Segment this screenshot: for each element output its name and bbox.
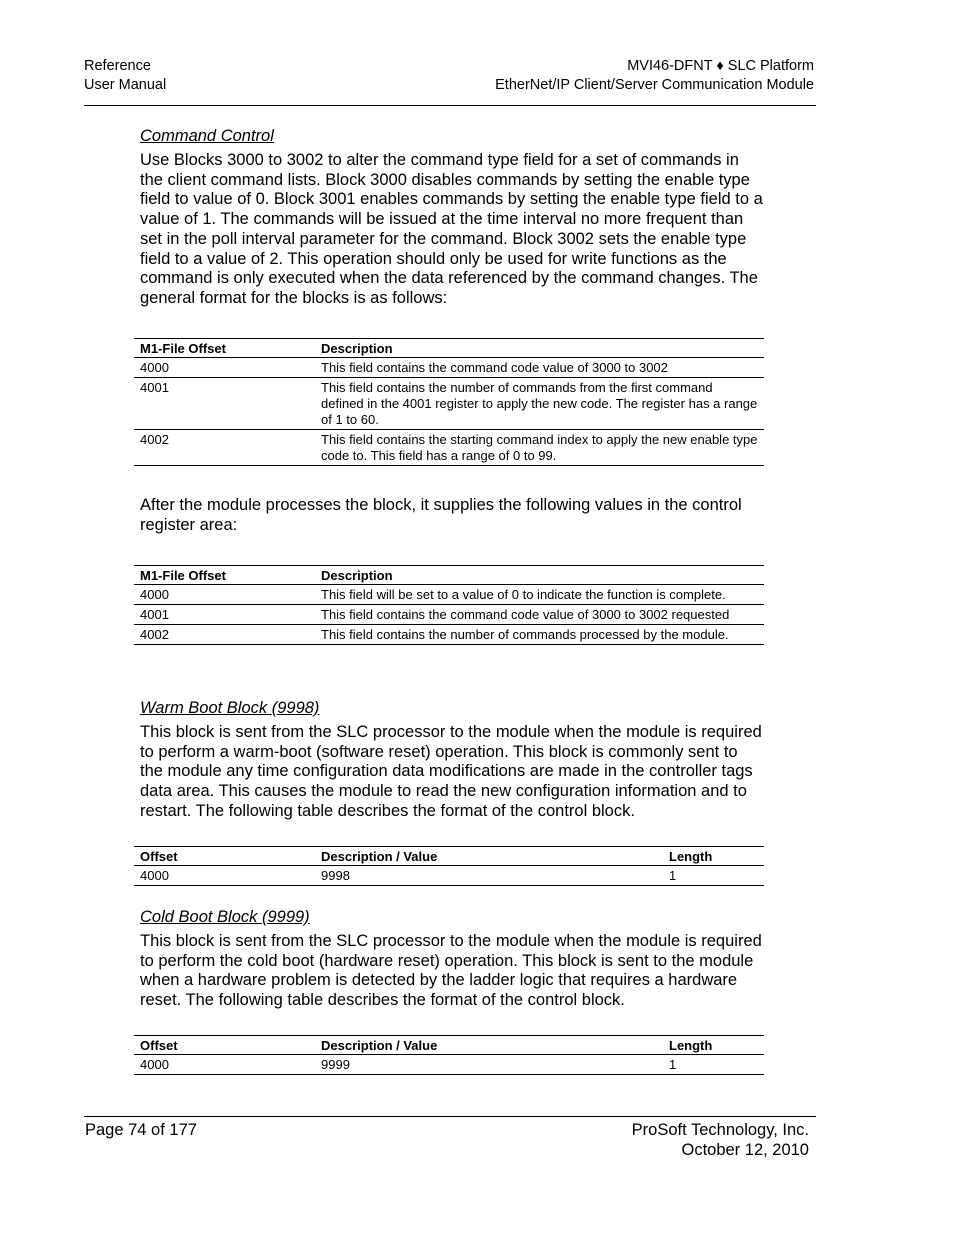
description-cell: This field contains the starting command index to apply the new enable type code to. This field has a range of 0 to 99. [321,432,758,463]
column-header: Length [669,849,713,864]
offset-cell: 4000 [140,587,169,602]
column-header: Description / Value [321,1038,438,1053]
column-header: M1-File Offset [140,568,226,583]
offset-cell: 4000 [140,360,169,375]
page-number: Page 74 of 177 [85,1121,197,1139]
header-left [84,57,166,95]
description-cell: This field contains the number of commands from the first command defined in the 4001 register to apply the new code. The register has a range of 1 to 60. [321,380,758,427]
value-cell: 9998 [321,868,350,883]
company-name: ProSoft Technology, Inc. [631,1121,809,1139]
header-divider [84,105,816,106]
column-header: Offset [140,1038,178,1053]
offset-cell: 4000 [140,1057,169,1072]
column-header: Length [669,1038,713,1053]
length-cell: 1 [669,868,677,883]
warm-boot-table [134,846,764,886]
table-row [134,585,764,605]
description-cell: This field contains the command code value of 3000 to 3002 requested [321,607,730,622]
after-process-paragraph: After the module processes the block, it supplies the following values in the control register area: [140,496,742,534]
table-header-row [134,566,764,585]
cold-boot-table [134,1035,764,1075]
offset-cell: 4001 [140,607,169,622]
warm-boot-paragraph: This block is sent from the SLC processor to the module when the module is required to perform a warm-boot (software reset) operation. This block is commonly sent to the module any time configuration data modifications are made in the controller tags data area. This causes the module to read the new configuration information and to restart. The following table describes the format of the control block. [140,723,762,820]
table-row [134,866,764,886]
description-cell: This field contains the number of commands processed by the module. [321,627,729,642]
value-cell: 9999 [321,1057,350,1072]
header-product: MVI46-DFNT ♦ SLC Platform [627,58,814,74]
column-header: Description [321,341,393,356]
column-header: Offset [140,849,178,864]
control-register-table [134,565,764,645]
header-section: Reference [84,58,151,74]
column-header: Description [321,568,393,583]
warm-boot-heading: Warm Boot Block (9998) [140,699,320,717]
footer-divider [84,1116,816,1117]
offset-cell: 4002 [140,432,169,447]
cold-boot-paragraph: This block is sent from the SLC processor to the module when the module is required to perform the cold boot (hardware reset) operation. This block is sent to the module when a hardware problem is detected by the ladder logic that requires a hardware reset. The following table describes the format of the control block. [140,932,762,1010]
header-right [495,57,814,95]
column-header: Description / Value [321,849,438,864]
command-control-heading: Command Control [140,127,274,145]
footer-right [632,1120,809,1160]
offset-cell: 4001 [140,380,169,395]
table-row [134,378,764,430]
table-header-row [134,339,764,358]
description-cell: This field will be set to a value of 0 to indicate the function is complete. [321,587,726,602]
command-format-table [134,338,764,466]
publication-date: October 12, 2010 [681,1141,809,1159]
description-cell: This field contains the command code value of 3000 to 3002 [321,360,668,375]
offset-cell: 4002 [140,627,169,642]
length-cell: 1 [669,1057,677,1072]
command-control-paragraph: Use Blocks 3000 to 3002 to alter the command type field for a set of commands in the client command lists. Block 3000 disables commands by setting the enable type field to value of 0. Block 3001 enables commands by setting the enable type field to a value of 1. The commands will be issued at the time interval no more frequent than set in the poll interval parameter for the command. Block 3002 sets the enable type field to a value of 2. This operation should only be used for write functions as the command is only executed when the data referenced by the command changes. The general format for the blocks is as follows: [140,151,763,307]
table-header-row [134,1036,764,1055]
table-row [134,1055,764,1075]
header-doc-type: User Manual [84,77,167,93]
header-module: EtherNet/IP Client/Server Communication Module [495,77,814,93]
offset-cell: 4000 [140,868,169,883]
column-header: M1-File Offset [140,341,226,356]
table-row [134,625,764,645]
cold-boot-heading: Cold Boot Block (9999) [140,908,310,926]
table-header-row [134,847,764,866]
table-row [134,358,764,378]
table-row [134,430,764,466]
table-row [134,605,764,625]
